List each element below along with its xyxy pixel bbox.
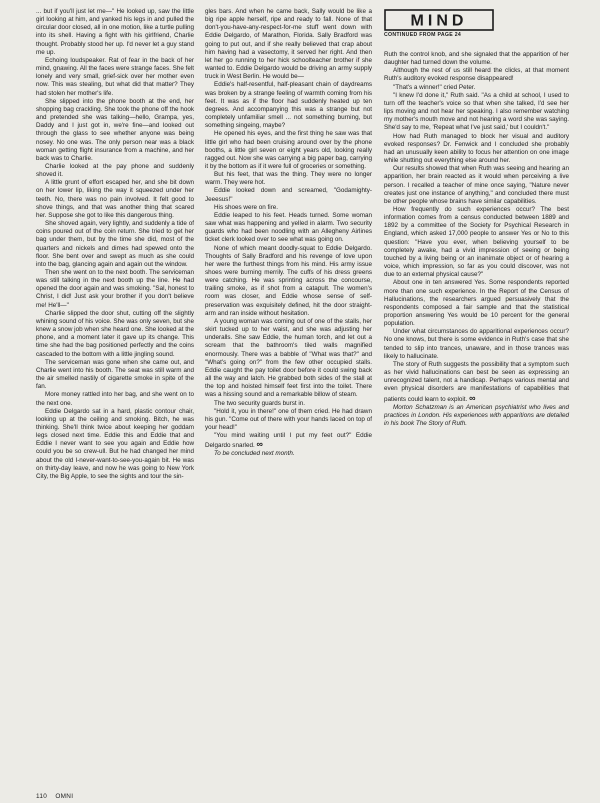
logo-text: MIND [410, 12, 468, 30]
paragraph: Echoing loudspeaker. Rat of fear in the back of her mind, gnawing. All the faces were strange faces. She felt lonely and very small, grief-sick over her mother even now. This was stealing, but what did that matter? They had stolen her mother's life. [36, 56, 194, 97]
column-1 [36, 8, 194, 481]
paragraph: Eddie leaped to his feet. Heads turned. Some woman saw what was happening and yelled in alarm. Two security guards who had been noodling with an Allegheny Airlines ticket clerk looked over to see what was going on. [205, 211, 372, 244]
section-masthead [384, 9, 569, 38]
paragraph: ... but if you'll just let me—" He looked up, saw the little girl looking at him, and yanked his legs in and pulled the circular door closed, all in one motion, like a turtle pulling into its shell. Having a fight with his girlfriend, Charlie thought. Probably stood her up. I'd never let a guy stand me up. [36, 8, 194, 56]
paragraph: More money rattled into her bag, and she went on to the next one. [36, 391, 194, 407]
paragraph: He opened his eyes, and the first thing he saw was that little girl who had been cruising around over by the phone booths, a little girl seven or eight years old, looking really ragged out. Now she was carrying a big paper bag, carrying it by the bottom as if it were full of groceries or something. [205, 130, 372, 170]
end-of-story-mark: ∞ [256, 439, 261, 450]
page-number: 110 [36, 793, 48, 800]
column-2 [205, 8, 372, 459]
continued-from: CONTINUED FROM PAGE 24 [384, 32, 462, 38]
to-be-concluded-note: To be concluded next month. [214, 450, 295, 458]
paragraph-text: The story of Ruth suggests the possibility that a symptom such as her vivid hallucinations can best be seen as expressing an unrecognized talent, not a handicap. Perhaps various mental and even physical disorders are manifestations of capabilities that patients could learn to exploit. [384, 360, 569, 403]
paragraph [205, 432, 372, 450]
paragraph: Eddie's half-resentful, half-pleasant chain of daydreams was broken by a strange feeling of warmth coming from his feet. It was as if the floor had suddenly heated up ten degrees. And accompanying this was a strange but not completely unfamiliar smell ... not something burning, but something singeing, maybe? [205, 81, 372, 130]
column-3 [384, 51, 569, 428]
paragraph: A young woman was coming out of one of the stalls, her skirt tucked up to her waist, and she was adjusting her underalls. She saw Eddie, the human torch, and let out a scream that the bathroom's tiled walls magnified enormously. There was a babble of "What was that?" and "What's going on?" from the few other occupied stalls. Eddie caught the pay toilet door before it could swing back all the way and latch. He grabbed both sides of the stall at the top and hoisted himself feet first into the toilet. There was a hissing sound and a remarkable billow of steam. [205, 317, 372, 399]
paragraph: About one in ten answered Yes. Some respondents reported more than one such experience. In the Report of the Census of Hallucinations, the researchers argued persuasively that the respondents composed a fair sample and that the statistical proportion answering Yes would be 10 percent for the general population. [384, 279, 569, 328]
paragraph: His shoes were on fire. [214, 203, 279, 211]
paragraph: gles bars. And when he came back, Sally would be like a big ripe apple herself, ripe and ready to fall. None of that don't-you-have-any-respect-for-me stuff went down with Eddie Delgardo, of Marathon, Florida. Sally Bradford was going to put out, and if she really believed that crap about him having had a vasectomy, it served her right. And then let her go running to her hick schoolteacher brother if she wanted to. Eddie Delgardo would be driving an army supply truck in West Berlin. He would be— [205, 8, 372, 81]
paragraph: The two security guards burst in. [214, 399, 305, 407]
author-bio: Morton Schatzman is an American psychiatrist who lives and practices in London. His experiences with apparitions are detailed in his book The Story of Ruth. [384, 403, 569, 428]
paragraph: Eddie looked down and screamed, "Godamighty-Jeeesus!" [205, 187, 372, 203]
paragraph: Charlie slipped the door shut, cutting off the slightly whining sound of his voice. She was only seven, but she knew a snow job when she heard one. She looked at the phone, and a moment later it gave up its change. This time she had the bag positioned perfectly and the coins cascaded to the bottom with a little jingling sound. [36, 309, 194, 358]
paragraph-text: "You mind waiting until I put my feet out?" Eddie Delgardo snarled. [205, 432, 372, 450]
paragraph: How had Ruth managed to block her visual and auditory evoked responses? Dr. Fenwick and I concluded she probably had an unusually keen ability to focus her attention on one image while shutting out everything else around her. [384, 132, 569, 165]
end-of-story-mark: ∞ [469, 392, 474, 403]
paragraph: None of which meant doodly-squat to Eddie Delgardo. Thoughts of Sally Bradford and his revenge of love upon her were the furthest things from his mind. His army issue shoes were burning merrily. The cuffs of his dress greens were catching. He was sprinting across the concourse, trailing smoke, as if shot from a catapult. The women's room was closer, and Eddie whose sense of self-preservation was exquisitely defined, hit the door straight-arm and ran inside without hesitation. [205, 244, 372, 317]
paragraph: Our results showed that when Ruth was seeing and hearing an apparition, her brain reacted as it would when perceiving a live person. I recalled a teacher of mine once saying, "Nature never creates just one instance of anything," and concluded there must be other people whose brains have similar capabilities. [384, 165, 569, 205]
paragraph: Eddie Delgardo sat in a hard, plastic contour chair, looking up at the ceiling and smoking. Bitch, he was thinking. She'll think twice about keeping her goddam legs closed next time. Eddie this and Eddie that and Eddie I never want to see you again and Eddie how could you be so crew-ull. But he had changed her mind about the old I-never-want-to-see-you-again bit. He was on thirty-day leave, and now he was going to New York City, the Big Apple, to see the sights and tour the sin- [36, 407, 194, 480]
paragraph [384, 361, 569, 404]
paragraph: "Hold it, you in there!" one of them cried. He had drawn his gun. "Come out of there with your hands laced on top of your head!" [205, 407, 372, 431]
paragraph: The serviceman was gone when she came out, and Charlie went into his booth. The seat was still warm and the air smelled nastily of cigarette smoke in spite of the fan. [36, 358, 194, 391]
paragraph: Charlie looked at the pay phone and suddenly shoved it. [36, 162, 194, 179]
paragraph: Ruth the control knob, and she signaled that the apparition of her daughter had turned down the volume. [384, 51, 569, 67]
paragraph: But his feet, that was the thing. They were no longer warm. They were hot. [205, 171, 372, 187]
magazine-name: OMNI [55, 793, 74, 800]
paragraph: She shoved again, very lightly, and suddenly a tide of coins poured out of the coin return. She tried to get her bag under them, but by the time she did, most of the quarters and nickels and dimes had spewed onto the floor. She bent over and swept as much as she could into the bag, glancing again and again out the window. [36, 220, 194, 268]
paragraph: She slipped into the phone booth at the end, her shopping bag crackling. She took the phone off the hook and pretended she was talking—hello, Grampa, yes, Daddy and I just got in, we're fine—and looked out through the glass to see whether anyone was being nosey. No one was. The only person near was a black woman getting flight insurance from a machine, and her back was to Charlie. [36, 97, 194, 162]
paragraph: A little grunt of effort escaped her, and she bit down on her lower lip, liking the way it squeezed under her teeth. No, there was no pain involved. It felt good to shove things, and that was another thing that scared her. Suppose she got to like this dangerous thing. [36, 179, 194, 219]
paragraph: "I knew I'd done it," Ruth said. "As a child at school, I used to turn off the teacher's voice so that when she talked, I'd see her lips moving and not hear her speaking. I also remember watching my mother's mouth move and not hearing a word she was saying. She'd say to me, 'Repeat what I've just said,' but I couldn't." [384, 91, 569, 132]
paragraph: How frequently do such experiences occur? The best information comes from a census conducted between 1889 and 1892 by a committee of the Society for Psychical Research in England, which asked 17,000 people to answer Yes or No to this question: "Have you ever, when believing yourself to be completely awake, had a vivid impression of seeing or being touched by a living being or an inanimate object or of hearing a voice, which impression, so far as you could discover, was not due to an external physical cause?" [384, 205, 569, 279]
paragraph: "That's a winner!" cried Peter. [393, 83, 476, 91]
paragraph: Although the rest of us still heard the clicks, at that moment Ruth's auditory evoked response disappeared! [384, 67, 569, 83]
paragraph: Then she went on to the next booth. The serviceman was still talking in the next booth up the line. He had opened the door again and was smoking. "Sal, honest to Christ, I did! Just ask your brother if you don't believe me! He'll—" [36, 269, 194, 309]
paragraph: Under what circumstances do apparitional experiences occur? No one knows, but there is some evidence in Ruth's case that she tended to slip into trances, unaware, and in those trances was likely to hallucinate. [384, 328, 569, 360]
mind-logo [384, 9, 494, 31]
page-folio [36, 793, 73, 800]
